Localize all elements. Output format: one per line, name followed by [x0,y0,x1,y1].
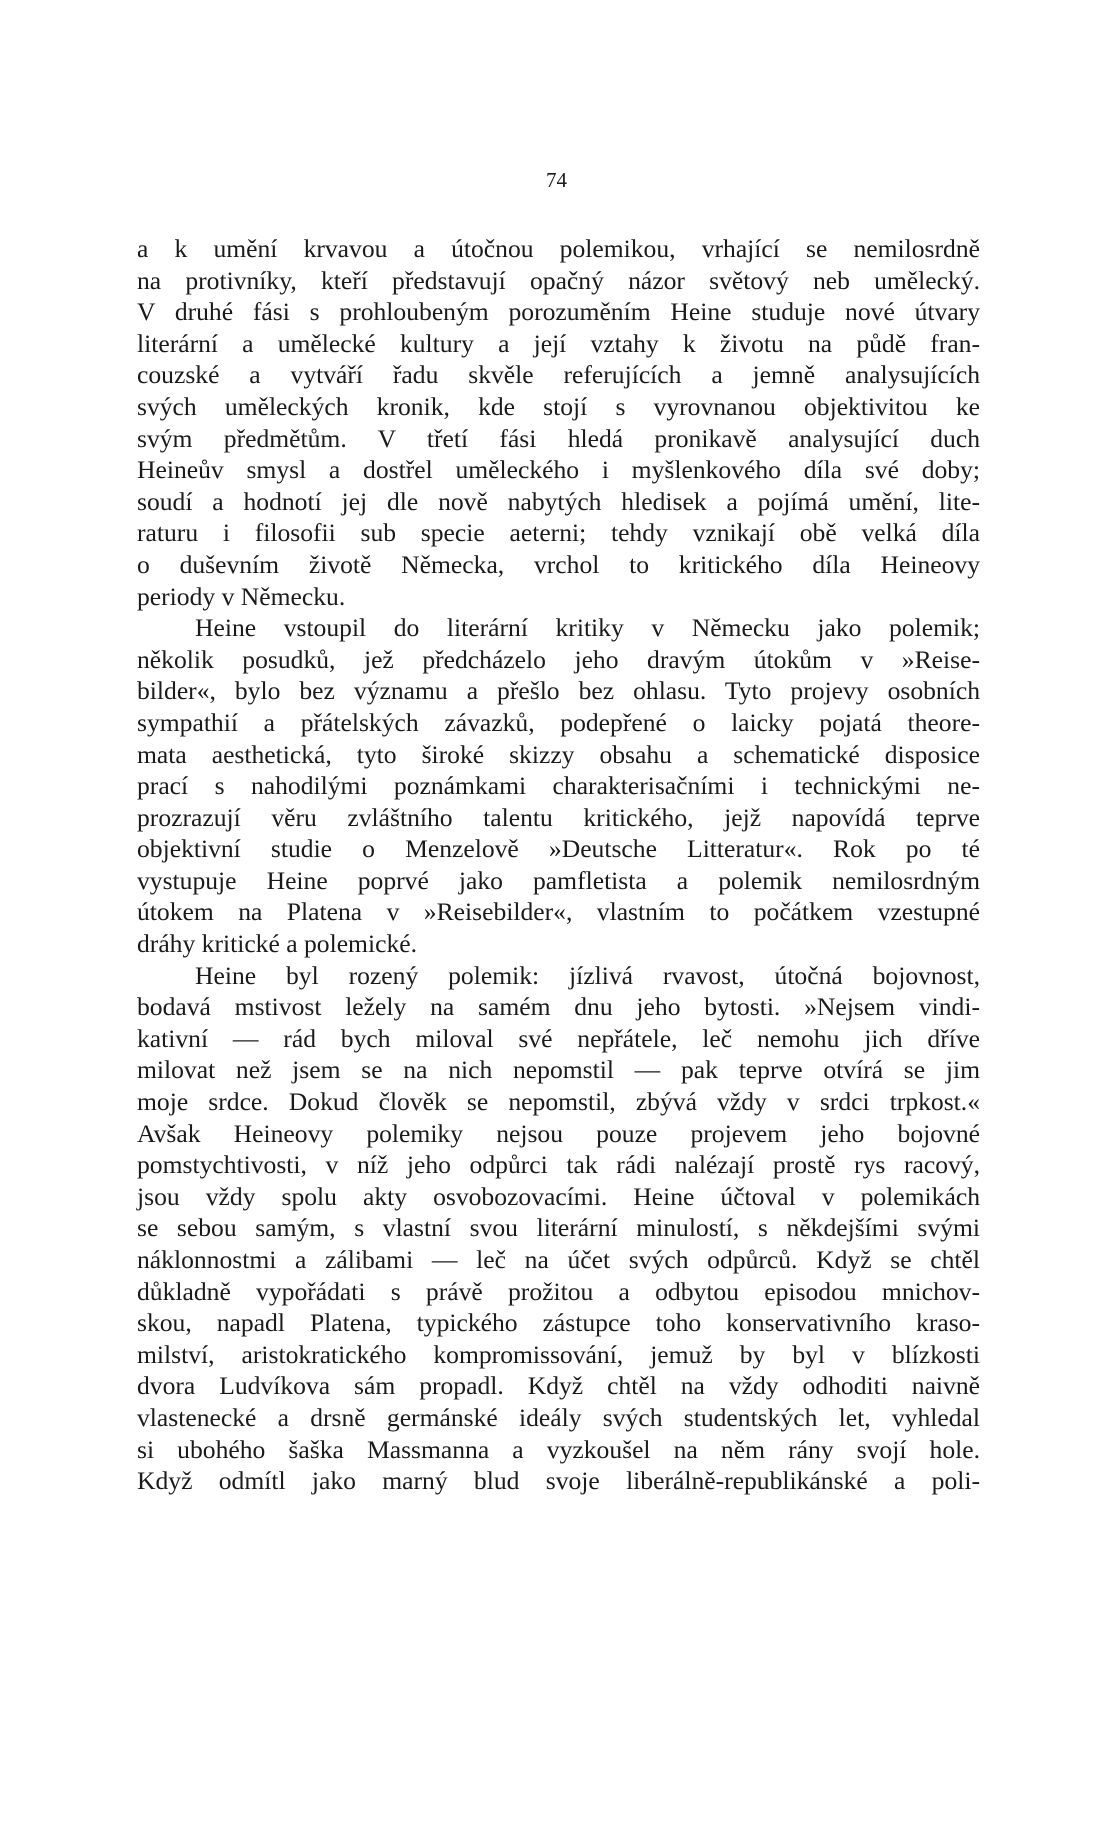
text-line: Heineův smysl a dostřel uměleckého i myšlenkového díla své doby; [137,455,980,485]
text-line: Heine vstoupil do literární kritiky v Německu jako polemik; [195,613,980,643]
text-line: periody v Německu. [137,581,346,611]
text-line: literární a umělecké kultury a její vztahy k životu na půdě fran- [137,328,980,358]
text-line: se sebou samým, s vlastní svou literární minulostí, s někdejšími svými [137,1213,980,1243]
text-line: svých uměleckých kronik, kde stojí s vyrovnanou objektivitou ke [137,391,980,421]
text-line: moje srdce. Dokud člověk se nepomstil, zbývá vždy v srdci trpkost.« [137,1087,980,1117]
text-line: soudí a hodnotí jej dle nově nabytých hledisek a pojímá umění, lite- [137,486,980,516]
text-line: jsou vždy spolu akty osvobozovacími. Heine účtoval v polemikách [137,1181,980,1211]
text-line: vystupuje Heine poprvé jako pamfletista a polemik nemilosrdným [137,865,980,895]
text-line: bodavá mstivost ležely na samém dnu jeho bytosti. »Nejsem vindi- [137,992,980,1022]
text-line: pomstychtivosti, v níž jeho odpůrci tak rádi nalézají prostě rys racový, [137,1150,980,1180]
text-line: a k umění krvavou a útočnou polemikou, vrhající se nemilosrdně [137,234,980,263]
text-line: náklonnostmi a zálibami — leč na účet svých odpůrců. Když se chtěl [137,1245,980,1274]
text-line: V druhé fási s prohloubeným porozuměním Heine studuje nové útvary [137,297,980,327]
text-line: o duševním životě Německa, vrchol to kritického díla Heineovy [137,549,980,579]
text-line: na protivníky, kteří představují opačný názor světový neb umělecký. [137,265,980,295]
text-line: skou, napadl Platena, typického zástupce toho konservativního kraso- [137,1308,980,1338]
page-number: 74 [546,168,567,192]
body-text [137,233,980,1497]
text-line: milství, aristokratického kompromissování, jemuž by byl v blízkosti [137,1339,980,1369]
text-line: Avšak Heineovy polemiky nejsou pouze projevem jeho bojovné [137,1118,980,1148]
text-line: si ubohého šaška Massmanna a vyzkoušel na něm rány svojí hole. [137,1434,980,1464]
text-line: dvora Ludvíkova sám propadl. Když chtěl na vždy odhoditi naivně [137,1371,980,1401]
text-line: kativní — rád bych miloval své nepřátele, leč nemohu jich dříve [137,1023,980,1053]
text-line: svým předmětům. V třetí fási hledá pronikavě analysující duch [137,423,980,453]
text-line: útokem na Platena v »Reisebilder«, vlastním to počátkem vzestupné [137,897,980,927]
text-line: bilder«, bylo bez významu a přešlo bez ohlasu. Tyto projevy osobních [137,676,980,706]
text-line: důkladně vypořádati s právě prožitou a odbytou episodou mnichov- [137,1276,980,1306]
text-line: prozrazují věru zvláštního talentu kritického, jejž napovídá teprve [137,802,980,832]
text-line: prací s nahodilými poznámkami charakterisačními i technickými ne- [137,771,980,801]
text-line: dráhy kritické a polemické. [137,929,417,959]
text-line: milovat než jsem se na nich nepomstil — pak teprve otvírá se jim [137,1055,980,1085]
text-line: couzské a vytváří řadu skvěle referujících a jemně analysujících [137,360,980,390]
text-line: objektivní studie o Menzelově »Deutsche Litteratur«. Rok po té [137,834,980,864]
text-line: sympathií a přátelských závazků, podepřené o laicky pojatá theore- [137,707,980,737]
text-line: Heine byl rozený polemik: jízlivá rvavost, útočná bojovnost, [195,960,980,990]
text-line: mata aesthetická, tyto široké skizzy obsahu a schematické disposice [137,739,980,769]
text-line: raturu i filosofii sub specie aeterni; tehdy vznikají obě velká díla [137,518,980,548]
text-line: několik posudků, jež předcházelo jeho dravým útokům v »Reise- [137,644,980,674]
text-line: vlastenecké a drsně germánské ideály svých studentských let, vyhledal [137,1402,980,1432]
text-line: Když odmítl jako marný blud svoje liberálně-republikánské a poli- [137,1466,980,1496]
